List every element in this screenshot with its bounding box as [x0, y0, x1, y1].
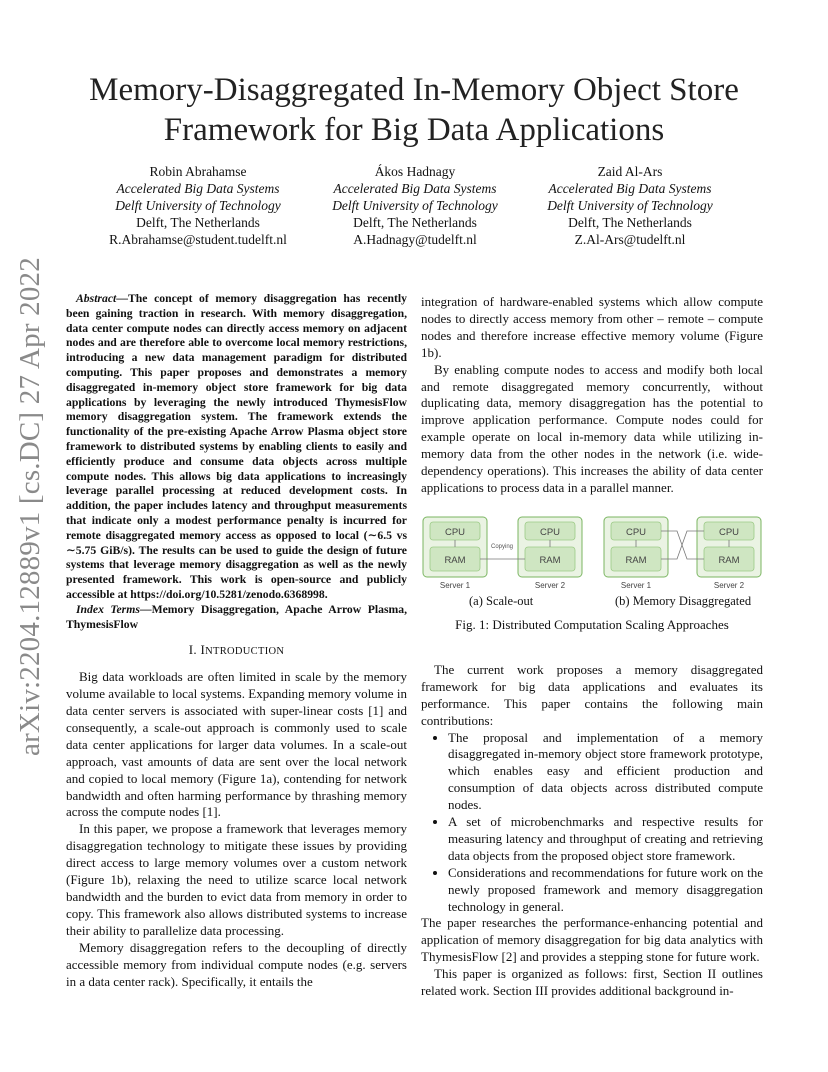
author-affiliation: Accelerated Big Data Systems — [333, 181, 497, 196]
author-name: Ákos Hadnagy — [374, 164, 456, 179]
cpu-label: CPU — [718, 526, 740, 538]
author-block-3 — [515, 163, 745, 248]
list-item: • Considerations and recommendations for future work on the newly proposed framework and memory disaggregation technology in general. — [448, 865, 763, 916]
section-title-first: I — [200, 642, 206, 658]
paragraph: This paper is organized as follows: first, Section II outlines related work. Section III provides additional background in- — [421, 966, 763, 999]
author-email: R.Abrahamse@student.tudelft.nl — [109, 232, 287, 247]
abstract-label: Abstract — [76, 292, 117, 305]
author-university: Delft University of Technology — [547, 198, 713, 213]
paragraph: The current work proposes a memory disaggregated framework for big data applications and evaluates its performance. This paper contains the following main contributions: — [421, 661, 763, 728]
figure-caption: Fig. 1: Distributed Computation Scaling Approaches — [455, 616, 729, 632]
subcaption-a: (a) Scale-out — [469, 593, 534, 608]
index-terms-label: Index Terms — [76, 602, 140, 616]
arxiv-identifier: arXiv:2204.12889v1 [cs.DC] 27 Apr 2022 — [14, 257, 46, 756]
author-email: Z.Al-Ars@tudelft.nl — [574, 232, 686, 247]
ram-label: RAM — [625, 554, 647, 566]
server-1-label: Server 1 — [620, 580, 652, 590]
section-number: I. — [188, 642, 197, 658]
author-affiliation: Accelerated Big Data Systems — [116, 181, 280, 196]
author-location: Delft, The Netherlands — [568, 215, 692, 230]
author-name: Robin Abrahamse — [149, 164, 247, 179]
ram-label: RAM — [444, 554, 466, 566]
section-heading-introduction — [66, 642, 407, 661]
author-university: Delft University of Technology — [115, 198, 281, 213]
section-title-rest: NTRODUCTION — [205, 646, 285, 658]
title-line-2: Framework for Big Data Applications — [163, 112, 665, 148]
index-terms — [66, 603, 407, 633]
paragraph: The paper researches the performance-enhancing potential and application of memory disaggregation for big data analytics with ThymesisFlow [2] and provides a stepping stone for future work. — [421, 915, 763, 965]
title-line-1: Memory-Disaggregated In-Memory Object Store — [89, 72, 739, 108]
figure-1 — [421, 503, 763, 658]
right-column — [421, 294, 763, 1000]
cpu-label: CPU — [625, 526, 647, 538]
paragraph: Memory disaggregation refers to the decoupling of directly accessible memory from individual compute nodes (e.g. servers in a data center rack). Specifically, it entails the — [66, 939, 407, 989]
author-block-1 — [83, 163, 313, 248]
paragraph: By enabling compute nodes to access and modify both local and remote disaggregated memory concurrently, without duplicating data, memory disaggregation has the potential to improve application performance. Compute nodes could for example operate on local in-memory data while utilizing in-memory data from the other nodes in the network (i.e. wide-dependency operations). This increases the ability of data center applications to process data in a parallel manner. — [421, 361, 763, 495]
paragraph: In this paper, we propose a framework that leverages memory disaggregation technology to mitigate these issues by providing direct access to large memory volumes over a custom network (Figure 1b), relaxing the need to utilize scarce local network bandwidth and the burden to evict data from memory in order to copy. This framework also allows distributed systems to increase their ability to parallelize data processing. — [66, 821, 407, 938]
author-email: A.Hadnagy@tudelft.nl — [353, 232, 477, 247]
left-column — [66, 292, 407, 990]
abstract — [66, 292, 407, 603]
cpu-label: CPU — [444, 526, 466, 538]
author-block-2 — [300, 163, 530, 248]
author-location: Delft, The Netherlands — [353, 215, 477, 230]
author-university: Delft University of Technology — [332, 198, 498, 213]
cpu-label: CPU — [539, 526, 561, 538]
subcaption-b: (b) Memory Disaggregated — [615, 593, 752, 608]
index-terms-text: —Memory Disaggregation, Apache Arrow Plasma, ThymesisFlow — [66, 602, 407, 631]
author-name: Zaid Al-Ars — [597, 164, 663, 179]
abstract-text: —The concept of memory disaggregation has recently been gaining traction in research. With memory disaggregation, data center compute nodes can directly access memory on adjacent nodes and are therefore able to overcome local memory restrictions, introducing a new data management paradigm for distributed computing. This paper proposes and demonstrates a memory disaggregated in-memory object store framework for big data applications by leveraging the newly introduced ThymesisFlow memory disaggregation system. The framework extends the functionality of the pre-existing Apache Arrow Plasma object store framework to distributed systems by enabling clients to easily and efficiently produce and consume data objects across multiple compute nodes. This allows big data applications to increasingly leverage parallel processing at reduced development costs. In addition, the paper includes latency and throughput measurements that indicate only a modest performance penalty is incurred for remote disaggregated memory access as opposed to local (∼6.5 vs ∼5.75 GiB/s). The results can be used to guide the design of future systems that leverage memory disaggregation as well as the newly presented framework. This work is open-source and publicly accessible at https://doi.org/10.5281/zenodo.6368998. — [66, 292, 407, 601]
list-item: • A set of microbenchmarks and respective results for measuring latency and throughput of creating and retrieving data objects from the proposed object store framework. — [448, 814, 763, 865]
ram-label: RAM — [539, 554, 561, 566]
paragraph: Big data workloads are often limited in scale by the memory volume available to local systems. Expanding memory volume in data center servers is associated with super-linear costs [1] and consequently, a scale-out approach is commonly used to scale data center applications for larger data volumes. In a scale-out approach, vast amounts of data are sent over the local network and copied to local memory (Figure 1a), contending for network bandwidth and often harming performance by thrashing memory across the compute nodes [1]. — [66, 669, 407, 820]
copying-label: Copying — [490, 543, 514, 550]
server-2-label: Server 2 — [713, 580, 745, 590]
author-affiliation: Accelerated Big Data Systems — [548, 181, 712, 196]
list-item: • The proposal and implementation of a memory disaggregated in-memory object store framework prototype, which enables easy and efficient production and consumption of data objects across distributed compute nodes. — [448, 730, 763, 815]
ram-label: RAM — [718, 554, 740, 566]
server-1-label: Server 1 — [439, 580, 471, 590]
paper-title — [40, 70, 788, 150]
server-2-label: Server 2 — [534, 580, 566, 590]
contributions-list — [421, 730, 763, 916]
author-location: Delft, The Netherlands — [136, 215, 260, 230]
paragraph: integration of hardware-enabled systems which allow compute nodes to directly access memory from other – remote – compute nodes and therefore increase effective memory volume (Figure 1b). — [421, 294, 763, 360]
